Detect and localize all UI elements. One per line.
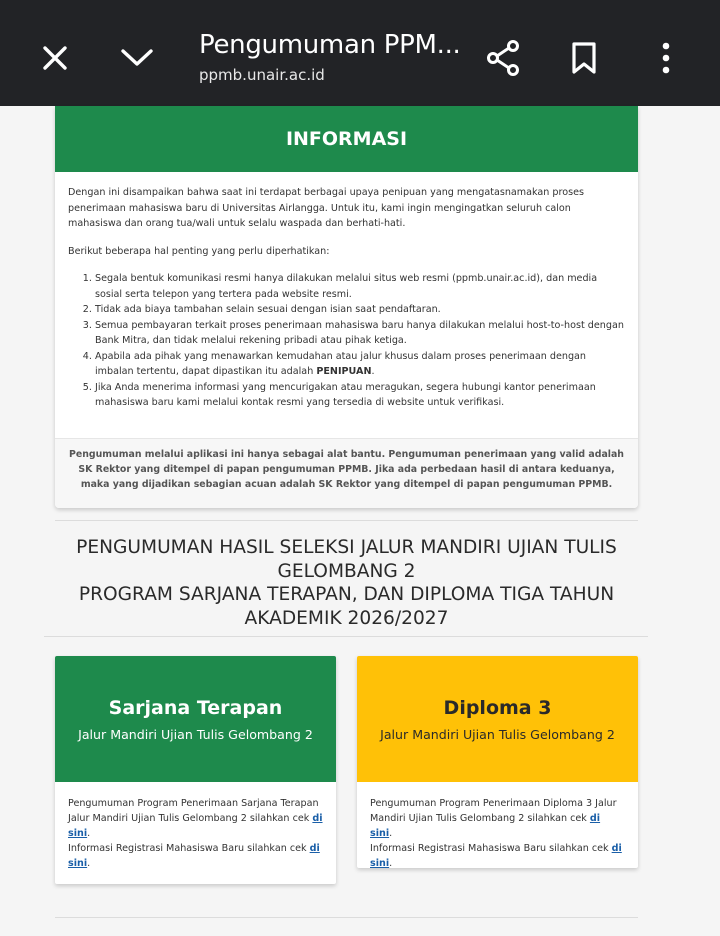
page-title: Pengumuman PPM... [199, 30, 461, 60]
information-header: INFORMASI [55, 106, 638, 172]
share-button[interactable] [475, 30, 531, 86]
registration-text: Informasi Registrasi Mahasiswa Baru silahkan cek [370, 843, 609, 854]
fraud-warning-text: PENIPUAN [316, 366, 372, 377]
list-item: 4. Apabila ada pihak yang menawarkan kemudahan atau jalur khusus dalam proses penerimaan dengan imbalan tertentu, dapat dipastikan itu adalah PENIPUAN. [95, 349, 625, 380]
chevron-down-icon [120, 48, 154, 68]
information-lead: Berikut beberapa hal penting yang perlu diperhatikan: [68, 245, 330, 257]
program-card-title: Diploma 3 [443, 696, 552, 719]
heading-line: PENGUMUMAN HASIL SELEKSI JALUR MANDIRI UJIAN TULIS [76, 537, 617, 558]
registration-link[interactable]: di sini [68, 843, 320, 869]
registration-link[interactable]: di sini [370, 843, 622, 868]
browser-toolbar [0, 0, 720, 106]
program-card-subtitle: Jalur Mandiri Ujian Tulis Gelombang 2 [78, 726, 313, 742]
bookmark-button[interactable] [556, 30, 612, 86]
divider [55, 917, 638, 918]
page-content [0, 106, 720, 936]
information-list [68, 271, 625, 411]
more-vert-icon [661, 42, 671, 74]
close-icon [41, 44, 69, 72]
list-item: 2. Tidak ada biaya tambahan selain sesuai dengan isian saat pendaftaran. [95, 302, 625, 318]
registration-text: Informasi Registrasi Mahasiswa Baru silahkan cek [68, 843, 307, 854]
program-card-diploma-3 [357, 656, 638, 868]
program-card-body: Pengumuman Program Penerimaan Sarjana Terapan Jalur Mandiri Ujian Tulis Gelombang 2 silahkan cek di sini. Informasi Registrasi Mahasiswa Baru silahkan cek di sini. [68, 798, 323, 869]
heading-line: GELOMBANG 2 [277, 560, 416, 582]
divider [55, 520, 638, 521]
share-icon [486, 40, 520, 76]
bookmark-icon [571, 42, 597, 74]
program-card-sarjana-terapan [55, 656, 336, 884]
minimize-button[interactable] [109, 30, 165, 86]
announcement-text: Pengumuman Program Penerimaan Diploma 3 Jalur Mandiri Ujian Tulis Gelombang 2 silahkan cek [370, 798, 617, 824]
list-item: 5. Jika Anda menerima informasi yang mencurigakan atau meragukan, segera hubungi kantor penerimaan mahasiswa baru kami melalui kontak resmi yang tersedia di website untuk verifikasi. [95, 380, 625, 411]
divider [44, 636, 648, 637]
page-url: ppmb.unair.ac.id [199, 66, 325, 84]
program-card-subtitle: Jalur Mandiri Ujian Tulis Gelombang 2 [380, 726, 615, 742]
more-button[interactable] [638, 30, 694, 86]
heading-line: AKADEMIK 2026/2027 [244, 607, 449, 629]
announcement-link[interactable]: di sini [68, 813, 323, 839]
information-intro: Dengan ini disampaikan bahwa saat ini terdapat berbagai upaya penipuan yang mengatasnamakan proses penerimaan mahasiswa baru di Universitas Airlangga. Untuk itu, kami ingin mengingatkan seluruh calon mahasiswa dan orang tua/wali untuk selalu waspada dan berhati-hati. [68, 187, 585, 229]
program-card-header [55, 656, 336, 782]
announcement-text: Pengumuman Program Penerimaan Sarjana Terapan Jalur Mandiri Ujian Tulis Gelombang 2 silahkan cek [68, 798, 319, 824]
list-item: 3. Semua pembayaran terkait proses penerimaan mahasiswa baru hanya dilakukan melalui host-to-host dengan Bank Mitra, dan tidak melalui rekening pribadi atau pihak ketiga. [95, 318, 625, 349]
list-item-text: Apabila ada pihak yang menawarkan kemudahan atau jalur khusus dalam proses penerimaan dengan imbalan tertentu, dapat dipastikan itu adalah [95, 350, 587, 377]
list-item: 1. Segala bentuk komunikasi resmi hanya dilakukan melalui situs web resmi (ppmb.unair.ac.id), dan media sosial serta telepon yang tertera pada website resmi. [95, 271, 625, 302]
information-footer-note: Pengumuman melalui aplikasi ini hanya sebagai alat bantu. Pengumuman penerimaan yang valid adalah SK Rektor yang ditempel di papan pengumuman PPMB. Jika ada perbedaan hasil di antara keduanya, maka yang dijadikan sebagian acuan adalah SK Rektor yang ditempel di papan pengumuman PPMB. [55, 438, 638, 508]
program-card-header [357, 656, 638, 782]
program-card-body: Pengumuman Program Penerimaan Diploma 3 Jalur Mandiri Ujian Tulis Gelombang 2 silahkan cek di sini. Informasi Registrasi Mahasiswa Baru silahkan cek di sini. [370, 798, 622, 868]
information-body [55, 172, 638, 411]
heading-line: PROGRAM SARJANA TERAPAN, DAN DIPLOMA TIGA TAHUN [78, 584, 615, 605]
program-card-title: Sarjana Terapan [108, 696, 283, 719]
information-card [55, 106, 638, 508]
announcement-link[interactable]: di sini [370, 813, 601, 839]
announcement-heading [55, 536, 638, 630]
close-button[interactable] [27, 30, 83, 86]
